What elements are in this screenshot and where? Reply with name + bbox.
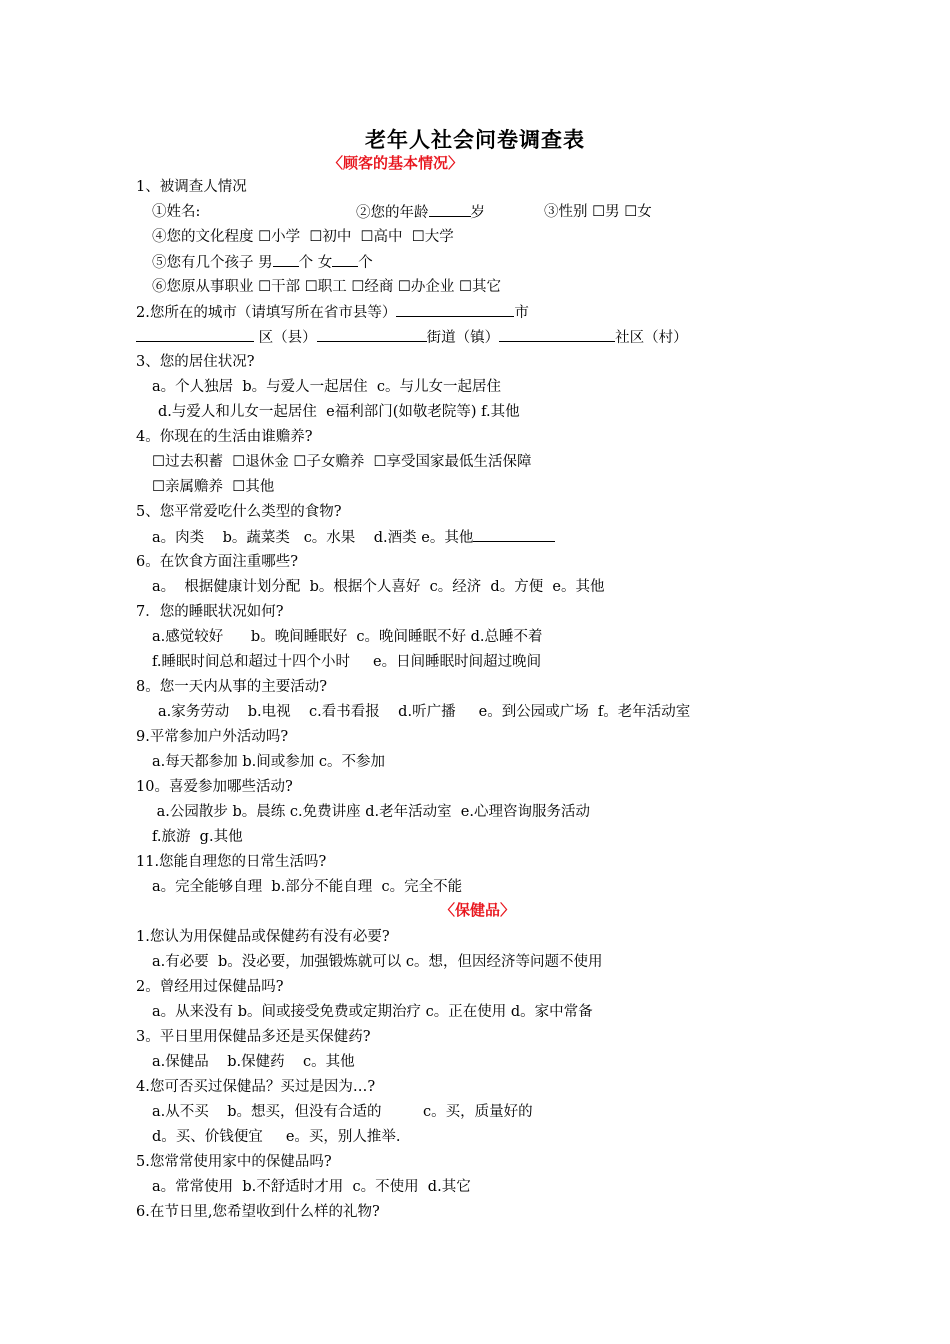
question-text: a.每天都参加 b.间或参加 c。不参加: [152, 754, 385, 770]
question-text: 街道（镇）: [426, 330, 500, 346]
fill-in-blank[interactable]: [429, 202, 471, 217]
question-text: 4。你现在的生活由谁赡养?: [136, 429, 313, 445]
question-line: [152, 627, 543, 647]
question-line: [136, 927, 390, 947]
question-line: [152, 377, 501, 397]
question-line: [152, 752, 385, 772]
fill-in-blank[interactable]: [396, 302, 514, 317]
question-line: [136, 977, 284, 997]
question-text: 10。喜爱参加哪些活动?: [136, 779, 293, 795]
question-text: 1、被调查人情况: [136, 179, 247, 195]
question-line: [136, 677, 327, 697]
question-line: [152, 1052, 355, 1072]
question-text: ☐过去积蓄 ☐退休金 ☐子女赡养 ☐享受国家最低生活保障: [152, 454, 532, 470]
question-text: a。常常使用 b.不舒适时才用 c。不使用 d.其它: [152, 1179, 471, 1195]
question-text: a.公园散步 b。晨练 c.免费讲座 d.老年活动室 e.心理咨询服务活动: [152, 804, 590, 820]
question-line: [152, 952, 602, 972]
question-text: a。肉类 b。蔬菜类 c。水果 d.酒类 e。其他: [152, 530, 474, 546]
question-text: 6.在节日里,您希望收到什么样的礼物?: [136, 1204, 380, 1220]
question-text: 5、您平常爱吃什么类型的食物?: [136, 504, 342, 520]
page-title: 老年人社会问卷调查表: [365, 127, 585, 152]
question-text: ④您的文化程度 ☐小学 ☐初中 ☐高中 ☐大学: [152, 229, 454, 245]
question-line: [136, 777, 293, 797]
fill-in-blank[interactable]: [317, 327, 427, 342]
question-line: [152, 827, 243, 847]
question-text: 5.您常常使用家中的保健品吗?: [136, 1154, 332, 1170]
question-line: [136, 727, 288, 747]
question-line: [152, 802, 590, 822]
question-line: [158, 402, 520, 422]
question-text: 6。在饮食方面注重哪些?: [136, 554, 298, 570]
question-line: [136, 1152, 332, 1172]
question-line: [152, 277, 501, 297]
fill-in-blank[interactable]: [136, 327, 254, 342]
fill-in-blank[interactable]: [332, 252, 358, 267]
question-text: 11.您能自理您的日常生活吗?: [136, 854, 327, 870]
question-text: a.感觉较好 b。晚间睡眠好 c。晚间睡眠不好 d.总睡不着: [152, 629, 543, 645]
question-text: 岁: [470, 205, 485, 221]
question-text: ②您的年龄: [356, 205, 429, 221]
question-text: ☐亲属赡养 ☐其他: [152, 479, 275, 495]
question-line: [152, 227, 454, 247]
question-line: [152, 477, 274, 497]
question-text: a。 根据健康计划分配 b。根据个人喜好 c。经济 d。方便 e。其他: [152, 579, 605, 595]
answer-group: [544, 202, 652, 222]
question-text: a。完全能够自理 b.部分不能自理 c。完全不能: [152, 879, 463, 895]
question-text: ③性别 ☐男 ☐女: [544, 204, 652, 220]
question-text: 个 女: [298, 255, 333, 271]
question-line: [136, 427, 313, 447]
fill-in-blank[interactable]: [473, 527, 555, 542]
question-text: 2。曾经用过保健品吗?: [136, 979, 284, 995]
question-text: a。个人独居 b。与爱人一起居住 c。与儿女一起居住: [152, 379, 501, 395]
question-line: [152, 252, 373, 273]
question-text: f.旅游 g.其他: [152, 829, 243, 845]
question-text: 1.您认为用保健品或保健药有没有必要?: [136, 929, 390, 945]
question-text: 9.平常参加户外活动吗?: [136, 729, 289, 745]
section-heading-health-products: 〈保健品〉: [440, 901, 516, 919]
question-text: 市: [514, 305, 529, 321]
question-text: 个: [358, 255, 373, 271]
question-text: a.有必要 b。没必要，加强锻炼就可以 c。想，但因经济等问题不使用: [152, 954, 603, 970]
question-line: [152, 1102, 533, 1122]
question-line: [136, 1027, 371, 1047]
section-heading-basic-info: 〈顾客的基本情况〉: [328, 154, 464, 172]
question-line: [136, 177, 247, 197]
question-line: [152, 652, 541, 672]
question-text: 3。平日里用保健品多还是买保健药?: [136, 1029, 371, 1045]
answer-group: [356, 202, 485, 223]
fill-in-blank[interactable]: [273, 252, 299, 267]
question-line: [152, 1177, 471, 1197]
question-text: a。从来没有 b。间或接受免费或定期治疗 c。正在使用 d。家中常备: [152, 1004, 593, 1020]
question-line: [136, 602, 284, 622]
question-line: [136, 502, 342, 522]
question-text: 3、您的居住状况?: [136, 354, 255, 370]
fill-in-blank[interactable]: [499, 327, 615, 342]
question-line: [152, 452, 532, 472]
question-text: 区（县）: [254, 330, 317, 346]
question-line: [136, 352, 255, 372]
question-text: 8。您一天内从事的主要活动?: [136, 679, 327, 695]
question-line: [152, 877, 462, 897]
question-line: [136, 1077, 375, 1097]
question-text: ⑥您原从事职业 ☐干部 ☐职工 ☐经商 ☐办企业 ☐其它: [152, 279, 502, 295]
question-text: a.家务劳动 b.电视 c.看书看报 d.听广播 e。到公园或广场 f。老年活动室: [158, 704, 691, 720]
question-text: a.保健品 b.保健药 c。其他: [152, 1054, 355, 1070]
question-line: [136, 552, 298, 572]
question-line: [136, 1202, 380, 1222]
question-line: [136, 327, 688, 348]
question-line: [152, 527, 555, 548]
question-line: [152, 577, 605, 597]
question-text: ①姓名:: [152, 204, 201, 220]
question-text: 社区（村）: [615, 330, 688, 346]
question-text: f.睡眠时间总和超过十四个小时 e。日间睡眠时间超过晚间: [152, 654, 542, 670]
question-line: [152, 1127, 401, 1147]
question-text: 2.您所在的城市（请填写所在省市县等）: [136, 305, 397, 321]
question-line: [136, 852, 326, 872]
question-text: d。买、价钱便宜 e。买，别人推举.: [152, 1129, 401, 1145]
question-line: [152, 202, 652, 222]
question-line: [158, 702, 690, 722]
question-line: [152, 1002, 593, 1022]
question-text: 4.您可否买过保健品？买过是因为…?: [136, 1079, 376, 1095]
question-text: a.从不买 b。想买，但没有合适的 c。买，质量好的: [152, 1104, 533, 1120]
question-text: 7．您的睡眠状况如何?: [136, 604, 284, 620]
question-text: d.与爱人和儿女一起居住 e福利部门(如敬老院等) f.其他: [158, 404, 520, 420]
question-line: [136, 302, 529, 323]
question-text: ⑤您有几个孩子 男: [152, 255, 273, 271]
